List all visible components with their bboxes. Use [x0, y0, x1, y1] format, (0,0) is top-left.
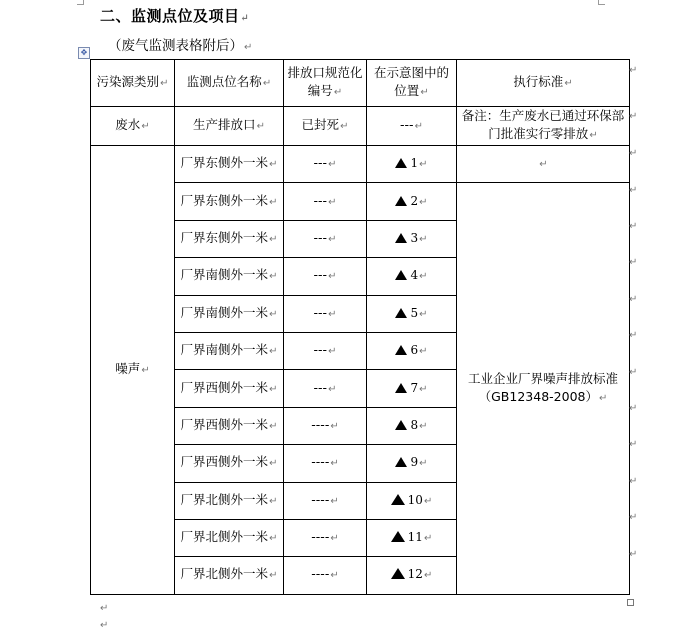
- section-note: （废气监测表格附后）↵: [108, 38, 253, 54]
- row-end-mark: ↵: [629, 367, 638, 378]
- row-end-mark: ↵: [629, 330, 638, 341]
- triangle-marker-icon: [391, 494, 405, 505]
- point-cell: 厂界南侧外一米↵: [175, 295, 284, 332]
- position-cell: 11↵: [367, 519, 457, 556]
- paragraph-mark: ↵: [100, 603, 109, 614]
- header-cell: 监测点位名称↵: [175, 60, 284, 107]
- triangle-marker-icon: [395, 196, 407, 206]
- paragraph-mark: ↵: [240, 13, 250, 24]
- row-end-mark: ↵: [629, 549, 638, 560]
- row-end-mark: ↵: [629, 65, 638, 76]
- row-end-mark: ↵: [629, 294, 638, 305]
- row-end-mark: ↵: [629, 476, 638, 487]
- row-end-mark: ↵: [629, 221, 638, 232]
- point-cell: 厂界西侧外一米↵: [175, 445, 284, 482]
- outlet-cell: 已封死↵: [284, 107, 367, 146]
- header-cell: 排放口规范化编号↵: [284, 60, 367, 107]
- outlet-cell: ---↵: [284, 258, 367, 295]
- position-cell: 9↵: [367, 445, 457, 482]
- triangle-marker-icon: [395, 420, 407, 430]
- point-cell: 厂界西侧外一米↵: [175, 407, 284, 444]
- position-cell: 2↵: [367, 183, 457, 220]
- row-end-mark: ↵: [629, 403, 638, 414]
- outlet-cell: ----↵: [284, 482, 367, 519]
- position-cell: 5↵: [367, 295, 457, 332]
- triangle-marker-icon: [395, 270, 407, 280]
- position-cell: 1↵: [367, 146, 457, 183]
- position-cell: ---↵: [367, 107, 457, 146]
- point-cell: 生产排放口↵: [175, 107, 284, 146]
- monitoring-table: [90, 59, 630, 595]
- point-cell: 厂界北侧外一米↵: [175, 519, 284, 556]
- position-cell: 8↵: [367, 407, 457, 444]
- standard-cell: ↵: [457, 146, 630, 183]
- position-cell: 3↵: [367, 220, 457, 257]
- point-cell: 厂界东侧外一米↵: [175, 146, 284, 183]
- position-cell: 12↵: [367, 557, 457, 594]
- row-end-mark: ↵: [629, 512, 638, 523]
- triangle-marker-icon: [395, 383, 407, 393]
- triangle-marker-icon: [395, 233, 407, 243]
- table-resize-handle[interactable]: [627, 599, 634, 606]
- row-end-mark: ↵: [629, 257, 638, 268]
- triangle-marker-icon: [395, 345, 407, 355]
- header-cell: 污染源类别↵: [91, 60, 175, 107]
- outlet-cell: ---↵: [284, 332, 367, 369]
- triangle-marker-icon: [395, 457, 407, 467]
- point-cell: 厂界南侧外一米↵: [175, 332, 284, 369]
- outlet-cell: ---↵: [284, 220, 367, 257]
- category-cell: 噪声↵: [91, 146, 175, 595]
- move-handle-icon[interactable]: ✥: [78, 47, 90, 59]
- position-cell: 7↵: [367, 370, 457, 407]
- row-end-mark: ↵: [629, 439, 638, 450]
- point-cell: 厂界北侧外一米↵: [175, 557, 284, 594]
- point-cell: 厂界南侧外一米↵: [175, 258, 284, 295]
- table-row: [91, 107, 630, 146]
- point-cell: 厂界北侧外一米↵: [175, 482, 284, 519]
- section-heading: 二、监测点位及项目↵: [100, 7, 250, 25]
- point-cell: 厂界东侧外一米↵: [175, 183, 284, 220]
- outlet-cell: ---↵: [284, 146, 367, 183]
- triangle-marker-icon: [395, 158, 407, 168]
- standard-note-cell: 备注：生产废水已通过环保部门批准实行零排放↵: [457, 107, 630, 146]
- header-cell: 在示意图中的位置↵: [367, 60, 457, 107]
- header-cell: 执行标准↵: [457, 60, 630, 107]
- triangle-marker-icon: [391, 531, 405, 542]
- page-corner-mark-right: [598, 0, 605, 5]
- outlet-cell: ----↵: [284, 519, 367, 556]
- outlet-cell: ----↵: [284, 557, 367, 594]
- position-cell: 6↵: [367, 332, 457, 369]
- position-cell: 4↵: [367, 258, 457, 295]
- row-end-mark: ↵: [629, 185, 638, 196]
- row-end-mark: ↵: [629, 148, 638, 159]
- category-cell: 废水↵: [91, 107, 175, 146]
- outlet-cell: ---↵: [284, 183, 367, 220]
- outlet-cell: ---↵: [284, 370, 367, 407]
- point-cell: 厂界东侧外一米↵: [175, 220, 284, 257]
- table-header-row: [91, 60, 630, 107]
- triangle-marker-icon: [395, 308, 407, 318]
- table-row: [91, 146, 630, 183]
- paragraph-mark: ↵: [100, 620, 109, 631]
- row-end-mark: ↵: [629, 111, 638, 122]
- outlet-cell: ---↵: [284, 295, 367, 332]
- point-cell: 厂界西侧外一米↵: [175, 370, 284, 407]
- triangle-marker-icon: [391, 568, 405, 579]
- outlet-cell: ----↵: [284, 407, 367, 444]
- paragraph-mark: ↵: [244, 42, 253, 53]
- standard-cell: 工业企业厂界噪声排放标准（GB12348-2008）↵: [457, 183, 630, 594]
- position-cell: 10↵: [367, 482, 457, 519]
- outlet-cell: ----↵: [284, 445, 367, 482]
- page-corner-mark-left: [77, 0, 84, 5]
